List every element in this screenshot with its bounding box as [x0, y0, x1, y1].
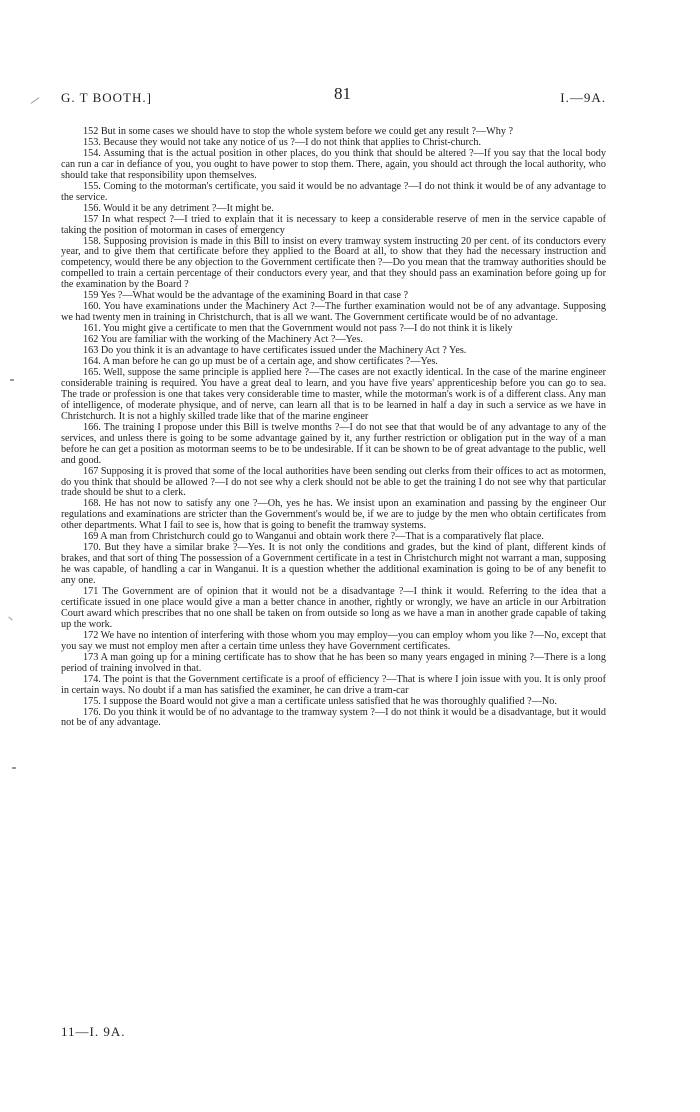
scan-mark [10, 379, 14, 381]
question-170: 170. But they have a similar brake ?—Yes. It is not only the conditions and grades, but the kind of plant, different kinds of brakes, and that sort of thing The possession of a Government certificate in a test in Christchurch might not warrant a man, supposing he was capable, of handling a car in Wanganui. It is a question whether the additional examination is going to be of any benefit to any one. [61, 542, 606, 587]
scan-mark [12, 767, 16, 769]
question-166: 166. The training I propose under this Bill is twelve months ?—I do not see that that would be of any advantage to any of the services, and unless there is going to be some advantage gained by it, any further restriction or obligation put in the way of a man before he can get a position as motorman seems to be to be undesirable. If it can be shown to be of great advantage to the public, well and good. [61, 421, 606, 466]
header-paper-code: I.—9A. [560, 90, 606, 105]
question-159: 159 Yes ?—What would be the advantage of the examining Board in that case ? [83, 290, 409, 302]
question-171: 171 The Government are of opinion that it would not be a disadvantage ?—I think it would. Referring to the idea that a certificate issued in one place would give a man a better chance in another, rightly or wrongly, we have an article in our Arbitration Court award which prescribes that no one shall be taken on from outside so long as we have a man in another grade capable of taking up the work. [61, 586, 606, 630]
testimony-text [61, 127, 606, 729]
question-153: 153. Because they would not take any notice of us ?—I do not think that applies to Christ-church. [83, 136, 482, 148]
question-164: 164. A man before he can go up must be of a certain age, and show certificates ?—Yes. [83, 356, 438, 368]
question-162: 162 You are familiar with the working of the Machinery Act ?—Yes. [83, 334, 363, 346]
question-167: 167 Supposing it is proved that some of the local authorities have been sending out clerks from their offices to act as motormen, do you think that should be allowed ?—I do not see why a clerk should not be able to get the training I do not see why that particular trade should be shut to a clerk. [61, 465, 606, 499]
question-168: 168. He has not now to satisfy any one ?—Oh, yes he has. We insist upon an examination and passing by the engineer Our regulations and examinations are stricter than the Government's would be, if we are to judge by the men who obtain certificates from other departments. What I fail to see is, how that is going to benefit the tramway systems. [61, 498, 606, 532]
question-155: 155. Coming to the motorman's certificate, you said it would be no advantage ?—I do not think it would be of any advantage to the service. [61, 180, 606, 203]
question-175: 175. I suppose the Board would not give a man a certificate unless satisfied that he was thoroughly qualified ?—No. [83, 695, 557, 707]
question-161: 161. You might give a certificate to men that the Government would not pass ?—I do not think it is likely [83, 323, 513, 335]
question-154: 154. Assuming that is the actual position in other places, do you think that should be altered ?—If you say that the local body can run a car in defiance of you, you ought to have power to stop them. There, again, you should act through the local authority, who should take that responsibility upon themselves. [61, 147, 606, 181]
question-152: 152 But in some cases we should have to stop the whole system before we could get any result ?—Why ? [83, 126, 514, 137]
question-160: 160. You have examinations under the Machinery Act ?—The further examination would not be of any advantage. Supposing we had twenty men in training in Christchurch, that is all we want. The Government certificate would be of no advantage. [61, 301, 606, 324]
question-157: 157 In what respect ?—I tried to explain that it is necessary to keep a considerable reserve of men in the service capable of taking the position of motorman in cases of emergency [61, 213, 606, 236]
question-163: 163 Do you think it is an advantage to have certificates issued under the Machinery Act ? Yes. [83, 345, 467, 357]
scan-mark [8, 617, 12, 621]
question-158: 158. Supposing provision is made in this Bill to insist on every tramway system instructing 20 per cent. of its conductors every year, and to give them that certificate before they applied to the Board at all, to show that they had the necessary instruction and competency, would there be any objection to the Government certificate then ?—Do you mean that the tramway authorities should be compelled to train a certain percentage of their conductors every year, and that they should pass an examination before going up for the examination by the Board ? [61, 235, 606, 291]
scan-mark [31, 97, 40, 104]
page-number: 81 [334, 84, 351, 103]
question-173: 173 A man going up for a mining certificate has to show that he has been so many years engaged in mining ?—There is a long period of training involved in that. [61, 651, 606, 674]
page-header [61, 84, 606, 108]
question-165: 165. Well, suppose the same principle is applied here ?—The cases are not exactly identical. In the case of the marine engineer considerable training is required. You have a great deal to learn, and you have five years' apprenticeship before you can go to sea. The trade or profession is one that takes very considerable time to master, while the motorman's work is of a different class. Any man of intelligence, of moderate physique, and of nerve, can learn all that is to be learned in half a day in such a service as we have in Christchurch. It is not a highly skilled trade like that of the marine engineer [61, 366, 606, 422]
question-156: 156. Would it be any detriment ?—It might be. [83, 202, 274, 214]
header-witness-name: G. T BOOTH.] [61, 90, 152, 105]
question-174: 174. The point is that the Government certificate is a proof of efficiency ?—That is where I join issue with you. It is only proof in certain ways. No doubt if a man has satisfied the examiner, he can drive a tram-car [61, 673, 606, 696]
question-172: 172 We have no intention of interfering with those whom you may employ—you can employ whom you like ?—No, except that you say we must not employ men after a certain time unless they have Government certificates. [61, 629, 606, 652]
question-169: 169 A man from Christchurch could go to Wanganui and obtain work there ?—That is a comparatively flat place. [83, 531, 544, 543]
question-176: 176. Do you think it would be of no advantage to the tramway system ?—I do not think it would be a disadvantage, but it would not be of any advantage. [61, 706, 606, 729]
signature-mark: 11—I. 9A. [61, 1024, 126, 1039]
